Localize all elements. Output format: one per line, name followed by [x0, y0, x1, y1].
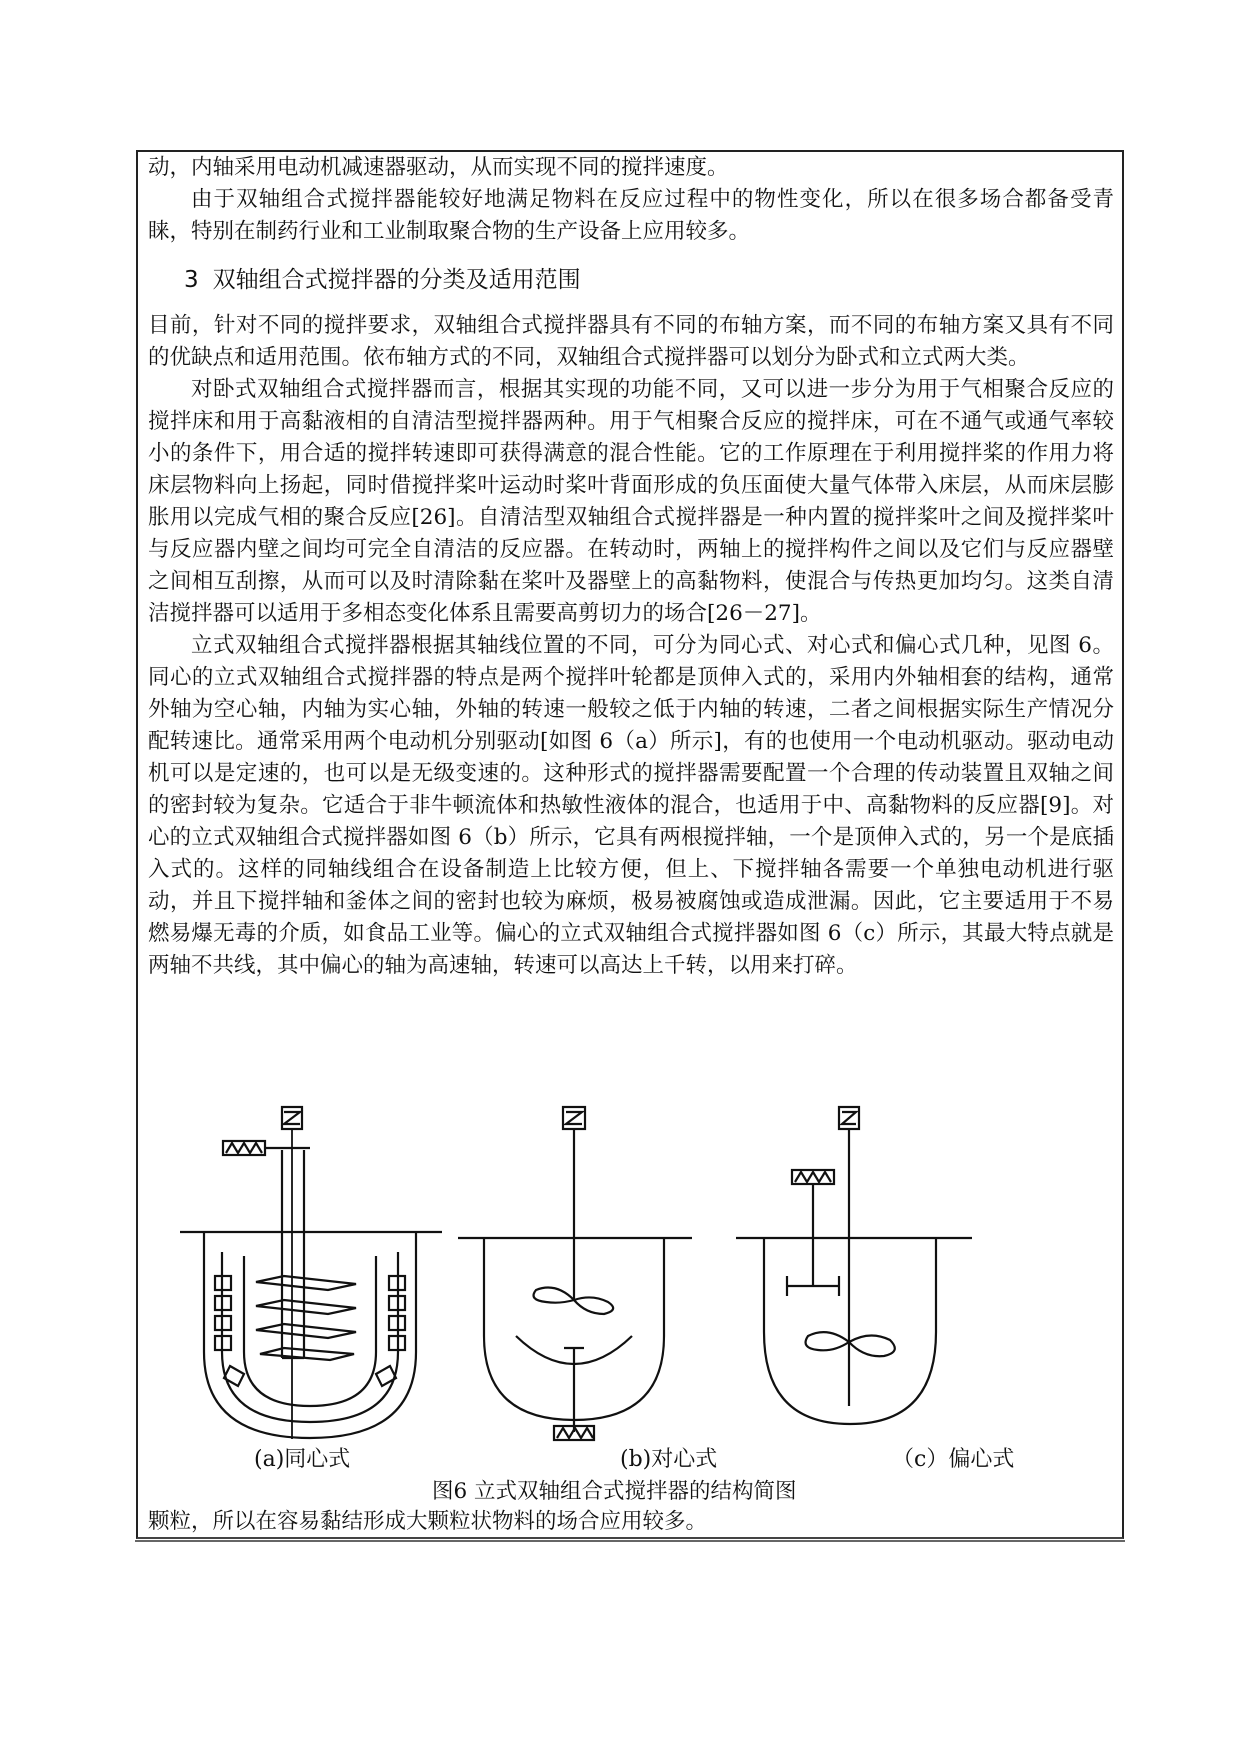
figure-label-a: (a)同心式 [254, 1447, 351, 1472]
opposed-mixer-drawing [458, 1107, 692, 1440]
paragraph: 目前，针对不同的搅拌要求，双轴组合式搅拌器具有不同的布轴方案，而不同的布轴方案又具有不同的优缺点和适用范围。依布轴方式的不同，双轴组合式搅拌器可以划分为卧式和立式两大类。 [148, 313, 1114, 370]
figure-caption: 图6 立式双轴组合式搅拌器的结构简图 [432, 1479, 797, 1504]
paragraph: 立式双轴组合式搅拌器根据其轴线位置的不同，可分为同心式、对心式和偏心式几种，见图 6。同心的立式双轴组合式搅拌器的特点是两个搅拌叶轮都是顶伸入式的，采用内外轴相套的结构，通常外轴为空心轴，内轴为实心轴，外轴的转速一般较之低于内轴的转速，二者之间根据实际生产情况分配转速比。通常采用两个电动机分别驱动[如图 6（a）所示]，有的也使用一个电动机驱动。驱动电动机可以是定速的，也可以是无级变速的。这种形式的搅拌器需要配置一个合理的传动装置且双轴之间的密封较为复杂。它适合于非牛顿流体和热敏性液体的混合，也适用于中、高黏物料的反应器[9]。对心的立式双轴组合式搅拌器如图 6（b）所示，它具有两根搅拌轴，一个是顶伸入式的，另一个是底插入式的。这样的同轴线组合在设备制造上比较方便，但上、下搅拌轴各需要一个单独电动机进行驱动，并且下搅拌轴和釜体之间的密封也较为麻烦，极易被腐蚀或造成泄漏。因此，它主要适用于不易燃易爆无毒的介质，如食品工业等。偏心的立式双轴组合式搅拌器如图 6（c）所示，其最大特点就是两轴不共线，其中偏心的轴为高速轴，转速可以高达上千转，以用来打碎。 [148, 633, 1114, 978]
closing-paragraph: 颗粒，所以在容易黏结形成大颗粒状物料的场合应用较多。 [148, 1509, 708, 1534]
figure-label-b: (b)对心式 [620, 1447, 718, 1472]
figure-label-c: （c）偏心式 [892, 1447, 1015, 1472]
concentric-mixer-drawing [180, 1107, 442, 1439]
document-body [148, 152, 1114, 982]
section-number: 3 [184, 267, 199, 293]
paragraph: 动，内轴采用电动机减速器驱动，从而实现不同的搅拌速度。 [148, 155, 729, 180]
eccentric-mixer-drawing [736, 1107, 972, 1424]
paragraph: 对卧式双轴组合式搅拌器而言，根据其实现的功能不同，又可以进一步分为用于气相聚合反应的搅拌床和用于高黏液相的自清洁型搅拌器两种。用于气相聚合反应的搅拌床，可在不通气或通气率较小的条件下，用合适的搅拌转速即可获得满意的混合性能。它的工作原理在于利用搅拌桨的作用力将床层物料向上扬起，同时借搅拌桨叶运动时桨叶背面形成的负压面使大量气体带入床层，从而床层膨胀用以完成气相的聚合反应[26]。自清洁型双轴组合式搅拌器是一种内置的搅拌桨叶之间及搅拌桨叶与反应器内壁之间均可完全自清洁的反应器。在转动时，两轴上的搅拌构件之间以及它们与反应器壁之间相互刮擦，从而可以及时清除黏在桨叶及器壁上的高黏物料，使混合与传热更加均匀。这类自清洁搅拌器可以适用于多相态变化体系且需要高剪切力的场合[26－27]。 [148, 377, 1114, 626]
section-heading [184, 262, 1114, 298]
figure-6-diagram [180, 1104, 1110, 1444]
paragraph: 由于双轴组合式搅拌器能较好地满足物料在反应过程中的物性变化，所以在很多场合都备受青睐，特别在制药行业和工业制取聚合物的生产设备上应用较多。 [148, 187, 1114, 244]
section-title: 双轴组合式搅拌器的分类及适用范围 [212, 267, 581, 293]
